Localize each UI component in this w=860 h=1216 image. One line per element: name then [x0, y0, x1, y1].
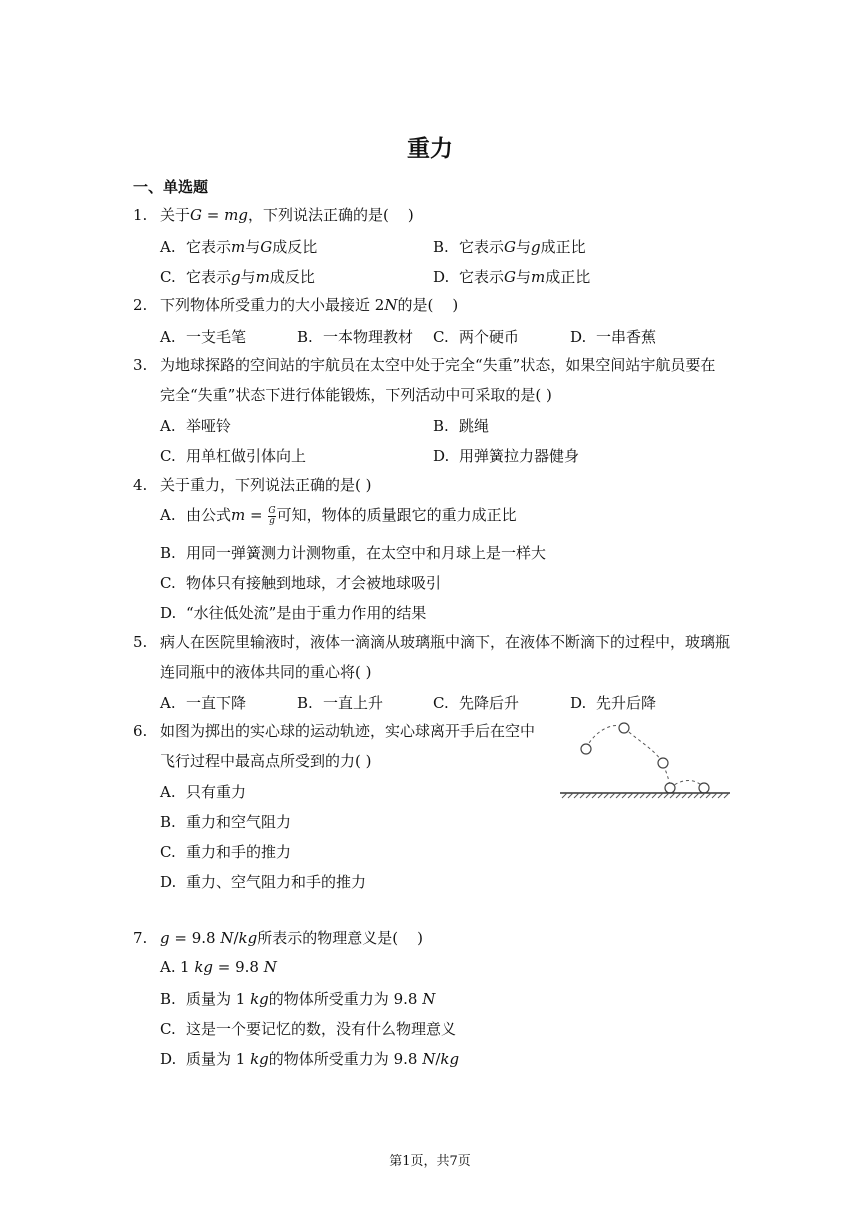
question-number: 7.	[133, 929, 148, 947]
option-b[interactable]: B. 一直上升	[297, 694, 384, 712]
question-stem-line-1: 病人在医院里输液时，液体一滴滴从玻璃瓶中滴下，在液体不断滴下的过程中，玻璃瓶	[160, 633, 731, 651]
ball-3	[658, 758, 668, 768]
option-c[interactable]: C. 物体只有接触到地球，才会被地球吸引	[160, 574, 442, 592]
option-a[interactable]: A. 一直下降	[160, 694, 247, 712]
option-d[interactable]: D. 它表示G与m成正比	[433, 268, 591, 286]
question-stem: g = 9.8 N/kg所表示的物理意义是( )	[160, 929, 424, 947]
option-d[interactable]: D. 质量为 1 kg的物体所受重力为 9.8 N/kg	[160, 1050, 460, 1068]
option-c[interactable]: C. 重力和手的推力	[160, 843, 292, 861]
option-c[interactable]: C. 它表示g与m成反比	[160, 268, 315, 286]
page-footer: 第1页，共7页	[389, 1154, 471, 1169]
trajectory-path	[586, 725, 704, 788]
question-number: 4.	[133, 476, 148, 494]
ball-1	[581, 744, 591, 754]
question-stem-line-1: 如图为掷出的实心球的运动轨迹，实心球离开手后在空中	[160, 722, 536, 740]
option-d[interactable]: D. 用弹簧拉力器健身	[433, 447, 580, 465]
question-stem-line-2: 飞行过程中最高点所受到的力( )	[160, 752, 372, 770]
ball-5	[699, 783, 709, 793]
option-a[interactable]: A. 举哑铃	[160, 417, 232, 435]
option-c[interactable]: C. 用单杠做引体向上	[160, 447, 307, 465]
option-a[interactable]: A. 只有重力	[160, 783, 247, 801]
question-number: 1.	[133, 206, 148, 224]
option-b[interactable]: B. 一本物理教材	[297, 328, 414, 346]
option-b[interactable]: B. 质量为 1 kg的物体所受重力为 9.8 N	[160, 990, 436, 1008]
option-b[interactable]: B. 重力和空气阻力	[160, 813, 292, 831]
option-d[interactable]: D. 先升后降	[570, 694, 657, 712]
option-c[interactable]: C. 两个硬币	[433, 328, 520, 346]
option-a[interactable]: A. 1 kg = 9.8 N	[160, 958, 277, 976]
option-c[interactable]: C. 这是一个要记忆的数，没有什么物理意义	[160, 1020, 457, 1038]
question-number: 3.	[133, 356, 148, 374]
option-b[interactable]: B. 用同一弹簧测力计测物重，在太空中和月球上是一样大	[160, 544, 547, 562]
question-stem: 关于G = mg，下列说法正确的是( )	[160, 206, 414, 224]
option-d[interactable]: D. “水往低处流”是由于重力作用的结果	[160, 604, 427, 622]
question-number: 6.	[133, 722, 148, 740]
option-d[interactable]: D. 一串香蕉	[570, 328, 657, 346]
option-a[interactable]: A. 它表示m与G成反比	[160, 238, 318, 256]
option-a[interactable]: A. 由公式m = $\frac{G}{g}$ 可知，物体的质量跟它的重力成正比	[160, 505, 517, 526]
option-d[interactable]: D. 重力、空气阻力和手的推力	[160, 873, 367, 891]
question-stem: 下列物体所受重力的大小最接近 2N的是( )	[160, 296, 459, 314]
option-c[interactable]: C. 先降后升	[433, 694, 520, 712]
section-heading: 一、单选题	[133, 178, 209, 196]
question-number: 2.	[133, 296, 148, 314]
question-stem-line-2: 连同瓶中的液体共同的重心将( )	[160, 663, 372, 681]
option-a[interactable]: A. 一支毛笔	[160, 328, 247, 346]
trajectory-figure	[558, 718, 733, 803]
question-number: 5.	[133, 633, 148, 651]
question-stem-line-1: 为地球探路的空间站的宇航员在太空中处于完全“失重”状态，如果空间站宇航员要在	[160, 356, 716, 374]
question-stem-line-2: 完全“失重”状态下进行体能锻炼，下列活动中可采取的是( )	[160, 386, 552, 404]
option-b[interactable]: B. 它表示G与g成正比	[433, 238, 586, 256]
question-stem: 关于重力，下列说法正确的是( )	[160, 476, 372, 494]
ball-2	[619, 723, 629, 733]
page-title: 重力	[407, 135, 453, 162]
ball-4	[665, 783, 675, 793]
option-b[interactable]: B. 跳绳	[433, 417, 490, 435]
